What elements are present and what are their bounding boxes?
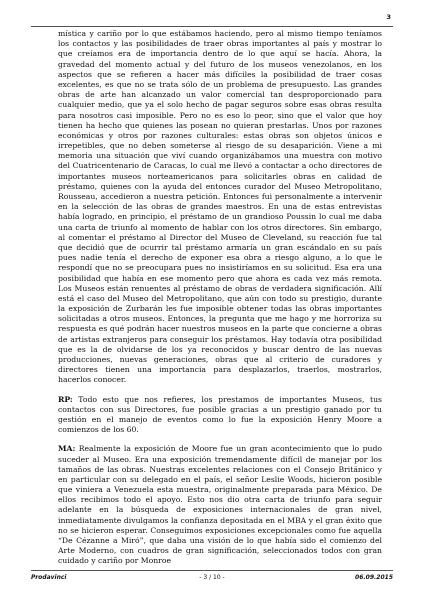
article-body [58, 29, 382, 576]
footer-divider [31, 570, 393, 571]
speaker-rp: RP: [58, 394, 73, 404]
answer-paragraph [58, 444, 382, 566]
answer-text: Realmente la exposición de Moore fue un gran acontecimiento que lo pudo suceder al Museo. Era una exposición tremendamente difícil de manejar por los tamaños de las obras. Nuestras excelentes relaciones con el Consejo Británico y en particular con su delegado en el país, el señor Leslie Woods, hicieron posible que viniera a Venezuela esta muestra, originalmente preparada para México. De ellos recibimos todo el apoyo. Esto nos dio otra carta de triunfo para seguir adelante en la búsqueda de exposiciones internacionales de gran nivel, inmediatamente divulgamos la confianza depositada en el MBA y el gran éxito que no se hicieron esperar. Conseguimos exposiciones excepcionales como fue aquella “De Cézanne a Miró”, que daba una visión de lo que había sido el comienzo del Arte Moderno, con cuadros de gran significación, seleccionados todos con gran cuidado y cariño por Monroe [58, 444, 382, 566]
header-divider [31, 26, 393, 27]
footer-page-count: - 3 / 10 - [199, 574, 225, 581]
question-paragraph [58, 395, 382, 436]
question-text: Todo esto que nos refieres, los prestamos de importantes Museos, tus contactos con sus Directores, fue posible gracias a un prestigio ganado por tu gestión en el manejo de eventos como lo fue la exposición Henry Moore a comienzos de los 60. [58, 394, 382, 435]
paragraph-continuation: mística y cariño por lo que estábamos haciendo, pero al mismo tiempo teníamos los contactos y las posibilidades de traer obras importantes al país y mostrar lo que creíamos era de importancia dentro de lo que aquí se hacía. Ahora, la gravedad del momento actual y del futuro de los museos venezolanos, en los aspectos que se refieren a hacer más difíciles la posibilidad de traer cosas excelentes, es que no se trata sólo de un problema de presupuesto. Las grandes obras de arte han alcanzado un valor comercial tan desproporcionado para cualquier medio, que ya el solo hecho de pagar seguros sobre esas obras resulta para nosotros casi imposible. Pero no es eso lo peor, sino que el valor que hoy tienen ha hecho que quienes las posean no quieran prestarlas. Unos por razones económicas y otros por razones culturales: estas obras son objetos únicos e irrepetibles, que no deben someterse al riesgo de su desaparición. Viene a mi memoria una situación que viví cuando organizábamos una muestra con motivo del Cuatricentenario de Caracas, lo cual me llevó a contactar a ocho directores de importantes museos norteamericanos para solicitarles obras en calidad de préstamo, quienes con la ayuda del entonces curador del Museo Metropolitano, Rousseau, accedieron a nuestra petición. Entonces fui personalmente a intervenir en la selección de las obras de grandes maestros. En una de estas entrevistas había logrado, en principio, el préstamo de un grandioso Poussin lo cual me daba una carta de triunfo al momento de hablar con los otros directores. Sin embargo, al comentar el préstamo al Director del Museo de Cleveland, su reacción fue tal que decidió que de ocurrir tal préstamo armaría un gran escándalo en su país pues nadie tenía el derecho de exponer esa obra a riesgo alguno, a lo que le respondí que no se preocupara pues no insistiríamos en su solicitud. Esa era una posibilidad que había en ese momento pero que ahora es cada vez más remota. Los Museos están renuentes al préstamo de obras de verdadera significación. Allí está el caso del Museo del Metropolitano, que aún con todo su prestigio, durante la exposición de Zurbarán les fue imposible obtener todas las obras importantes solicitadas a otros museos. Entonces, la pregunta que me hago y me horroriza su respuesta es qué podrán hacer nuestros museos en la parte que concierne a obras de artistas extranjeros para conseguir los préstamos. Hay todavía otra posibilidad que es la de olvidarse de los ya reconocidos y buscar dentro de las nuevas producciones, nuevas generaciones, obras que al criterio de curadores y directores tienen una importancia para desplazarlos, traerlos, mostrarlos, hacerlos conocer. [58, 29, 382, 385]
footer-date: 06.09.2015 [355, 574, 393, 581]
page-number: 3 [386, 13, 391, 21]
speaker-ma: MA: [58, 444, 76, 454]
footer-source: Prodavinci [31, 574, 67, 581]
